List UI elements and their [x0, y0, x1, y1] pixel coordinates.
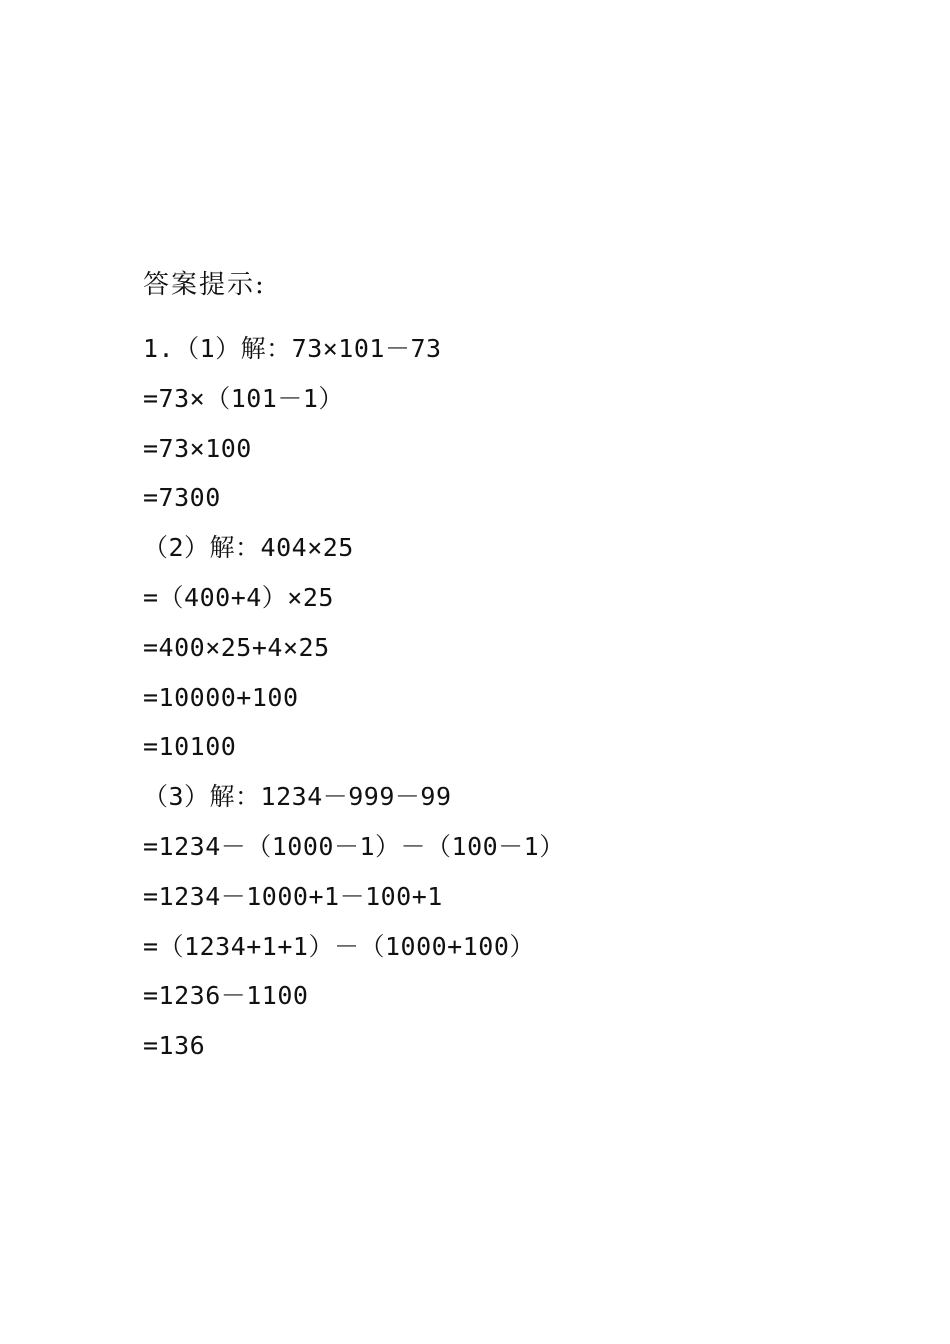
solution-line: =73×（101－1）: [143, 383, 344, 413]
solution-line: =1234－（1000－1）－（100－1）: [143, 831, 565, 861]
solution-line: =7300: [143, 483, 221, 513]
solution-line: =（400+4）×25: [143, 582, 334, 612]
solution-line: 1.（1）解：73×101－73: [143, 334, 442, 363]
solution-line: =10100: [143, 732, 237, 762]
solution-line: =1236－1100: [143, 981, 309, 1011]
answer-content: [143, 260, 843, 1071]
solution-line: （3）解：1234－999－99: [143, 782, 452, 812]
answer-heading: 答案提示:: [143, 270, 266, 300]
solution-line: =73×100: [143, 433, 252, 463]
solution-line: =136: [143, 1031, 206, 1061]
solution-line: =10000+100: [143, 682, 299, 712]
solution-line: （2）解：404×25: [143, 533, 354, 563]
solution-line: =（1234+1+1）－（1000+100）: [143, 931, 535, 961]
solution-line: =1234－1000+1－100+1: [143, 881, 443, 911]
solution-line: =400×25+4×25: [143, 632, 330, 662]
